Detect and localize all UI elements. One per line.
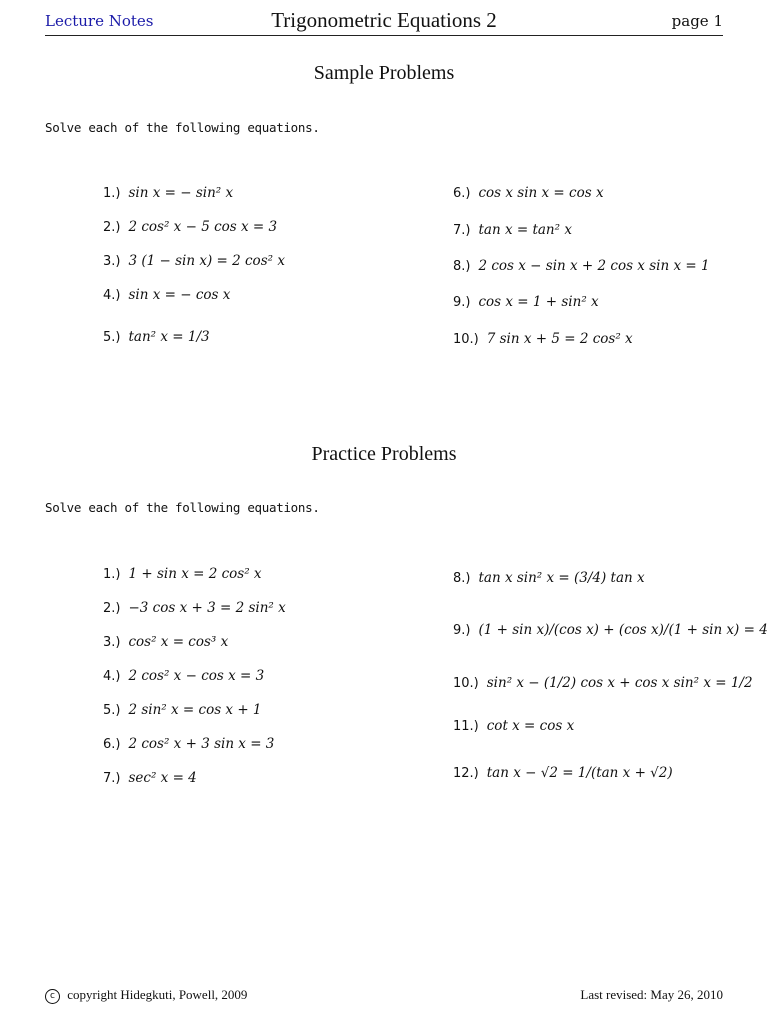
practice-problem-9 [453, 615, 768, 645]
practice-problem-5 [103, 695, 262, 725]
practice-problem-7 [103, 763, 197, 793]
problem-number: 8.) [453, 258, 471, 274]
problem-equation: sec² x = 4 [128, 770, 197, 786]
sample-problems-title: Sample Problems [313, 62, 455, 84]
practice-instructions: Solve each of the following equations. [45, 500, 320, 515]
problem-equation: tan x − √2 = 1/(tan x + √2) [486, 765, 673, 781]
header-lecture-notes: Lecture Notes [45, 12, 154, 30]
problem-equation: sin² x − (1/2) cos x + cos x sin² x = 1/2 [486, 675, 753, 691]
practice-problems-title: Practice Problems [311, 443, 457, 465]
problem-equation: 2 cos² x − 5 cos x = 3 [128, 219, 278, 235]
problem-number: 10.) [453, 331, 479, 347]
problem-equation: 2 cos² x + 3 sin x = 3 [128, 736, 275, 752]
problem-number: 5.) [103, 702, 121, 718]
problem-number: 1.) [103, 566, 121, 582]
problem-number: 7.) [103, 770, 121, 786]
problem-equation: 3 (1 − sin x) = 2 cos² x [128, 253, 285, 269]
practice-problem-3 [103, 627, 228, 657]
copyright-icon: c [45, 989, 60, 1004]
problem-equation: sin x = − cos x [128, 287, 231, 303]
problem-number: 2.) [103, 219, 121, 235]
problem-number: 8.) [453, 570, 471, 586]
problem-equation: cos x = 1 + sin² x [478, 294, 599, 310]
sample-instructions: Solve each of the following equations. [45, 120, 320, 135]
problem-equation: cot x = cos x [486, 718, 575, 734]
practice-problem-6 [103, 729, 274, 759]
problem-equation: 2 sin² x = cos x + 1 [128, 702, 262, 718]
sample-problem-7 [453, 215, 572, 245]
problem-equation: 2 cos x − sin x + 2 cos x sin x = 1 [478, 258, 710, 274]
problem-equation: cos x sin x = cos x [478, 185, 604, 201]
copyright-text: copyright Hidegkuti, Powell, 2009 [67, 987, 248, 1002]
problem-number: 12.) [453, 765, 479, 781]
problem-equation: 2 cos² x − cos x = 3 [128, 668, 265, 684]
sample-problem-4 [103, 280, 230, 310]
problem-equation: tan² x = 1/3 [128, 329, 210, 345]
problem-equation: tan x = tan² x [478, 222, 572, 238]
sample-problem-5 [103, 322, 210, 352]
page-number: page 1 [671, 12, 723, 30]
problem-number: 6.) [103, 736, 121, 752]
footer-copyright [45, 987, 247, 1004]
problem-number: 11.) [453, 718, 479, 734]
problem-number: 1.) [103, 185, 121, 201]
problem-number: 7.) [453, 222, 471, 238]
problem-equation: 7 sin x + 5 = 2 cos² x [486, 331, 633, 347]
practice-problem-11 [453, 711, 574, 741]
footer-last-revised: Last revised: May 26, 2010 [580, 987, 723, 1002]
problem-number: 9.) [453, 294, 471, 310]
problem-equation: 1 + sin x = 2 cos² x [128, 566, 262, 582]
practice-problem-8 [453, 563, 645, 593]
problem-number: 4.) [103, 287, 121, 303]
sample-problem-2 [103, 212, 277, 242]
problem-number: 3.) [103, 634, 121, 650]
practice-problem-10 [453, 668, 753, 698]
sample-problem-1 [103, 178, 233, 208]
problem-number: 5.) [103, 329, 121, 345]
problem-equation: sin x = − sin² x [128, 185, 234, 201]
problem-number: 4.) [103, 668, 121, 684]
problem-equation: −3 cos x + 3 = 2 sin² x [128, 600, 286, 616]
problem-number: 9.) [453, 622, 471, 638]
practice-problem-2 [103, 593, 286, 623]
practice-problem-1 [103, 559, 262, 589]
page-header [45, 8, 723, 36]
problem-number: 6.) [453, 185, 471, 201]
problem-equation: (1 + sin x)/(cos x) + (cos x)/(1 + sin x) = 4 [478, 622, 768, 638]
practice-problem-4 [103, 661, 264, 691]
problem-equation: cos² x = cos³ x [128, 634, 229, 650]
practice-problem-12 [453, 758, 673, 788]
sample-problem-8 [453, 251, 710, 281]
problem-number: 10.) [453, 675, 479, 691]
problem-number: 3.) [103, 253, 121, 269]
problem-number: 2.) [103, 600, 121, 616]
problem-equation: tan x sin² x = (3/4) tan x [478, 570, 645, 586]
sample-problem-6 [453, 178, 604, 208]
sample-problem-10 [453, 324, 633, 354]
sample-problem-3 [103, 246, 285, 276]
document-title: Trigonometric Equations 2 [271, 8, 497, 32]
sample-problem-9 [453, 287, 599, 317]
